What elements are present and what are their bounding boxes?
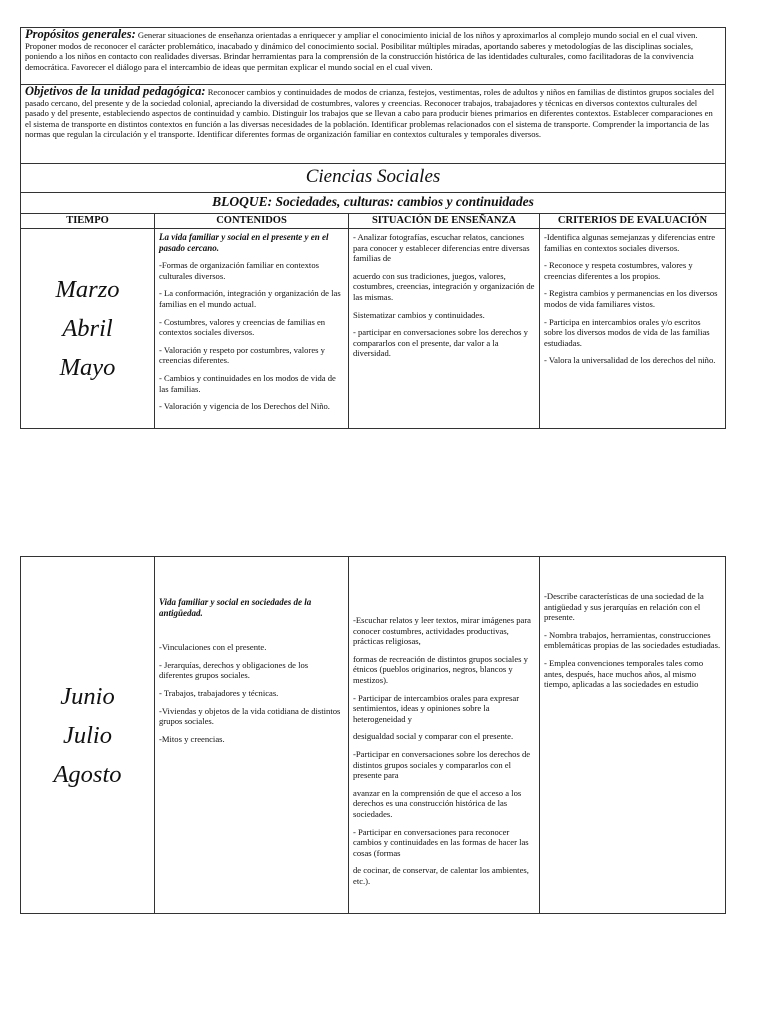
content-item: - La conformación, integración y organización de las familias en el mundo actual. — [159, 288, 341, 309]
content-item: - Costumbres, valores y creencias de familias en contextos sociales diversos. — [159, 316, 326, 338]
propositos-text: Generar situaciones de enseñanza orientadas a enriquecer y ampliar el conocimiento inicial de los niños y aproximarlos al complejo mundo social en el cual viven. Proponer modos de reconocer el carácter problemático, inacabado y dinámico del conocimiento social. Posibilitar múltiples miradas, aportando saberes y metodologías de las disciplinas sociales, poniendo a los niños en contacto con realidades diversas. Brindar herramientas para la comprensión de la construcción histórica de las identidades culturales, como facilitadoras de la convivencia democrática. Favorecer el diálogo para el intercambio de ideas que permitan explicar el mundo social en el cual viven. — [25, 30, 698, 72]
contenidos-cell — [155, 229, 349, 429]
situation-item: acuerdo con sus tradiciones, juegos, valores, costumbres, creencias, integración y organización de las mismas. — [353, 270, 535, 302]
situation-item: - participar en conversaciones sobre los derechos y compararlos con el presente, dar valor a la diversidad. — [353, 327, 528, 359]
situation-item: formas de recreación de distintos grupos sociales y étnicos (pueblos originarios, negros, blancos y mestizos). — [353, 653, 528, 685]
content-item: -Vinculaciones con el presente. — [159, 642, 267, 653]
month-label: Junio — [60, 682, 115, 710]
content-item: -Viviendas y objetos de la vida cotidiana de distintos grupos sociales. — [159, 705, 341, 727]
situation-item: Sistematizar cambios y continuidades. — [353, 309, 485, 320]
month-label: Mayo — [59, 354, 116, 381]
header-criterios: CRITERIOS DE EVALUACIÓN — [540, 214, 726, 229]
month-label: Julio — [63, 721, 112, 749]
criteria-item: - Participa en intercambios orales y/o escritos sobre los diversos modos de vida de las familias estudiadas. — [544, 316, 710, 348]
propositos-generales — [21, 28, 726, 85]
criteria-item: - Valora la universalidad de los derechos del niño. — [544, 355, 716, 366]
header-situacion: SITUACIÓN DE ENSEÑANZA — [349, 214, 540, 229]
content-item: - Cambios y continuidades en los modos de vida de las familias. — [159, 372, 336, 394]
criteria-item: - Registra cambios y permanencias en los diversos modos de vida familiares vistos. — [544, 288, 718, 309]
criteria-item: - Emplea convenciones temporales tales como antes, después, hace muchos años, al mismo tiempo, aplicadas a las sociedades en estudio — [544, 657, 704, 690]
tiempo-cell — [21, 229, 155, 429]
objetivos-text: Reconocer cambios y continuidades de modos de crianza, festejos, vestimentas, roles de adultos y niños en familias de distintos grupos sociales del pasado cercano, del presente y de la sociedad colonial, apreciando la diversidad de costumbres, valores y creencias. Reconocer trabajos, trabajadores y técnicas en diversos contextos culturales del pasado y del presente, estableciendo aspectos de continuidad y cambio. Distinguir los trabajos que se llevan a cabo para producir bienes primarios en diferentes contextos. Establecer comparaciones en el sistema de transporte en distintos contextos en función a las diversas necesidades de la población. Identificar problemas relacionados con el sistema de transporte. Comprender la importancia de las normas que regulan la circulación y el transporte. Identificar diferentes formas de organización familiar en contextos culturales y temporales diversos. — [25, 87, 715, 140]
situation-item: - Analizar fotografías, escuchar relatos, canciones para conocer y establecer diferencias entre diversas familias de — [353, 232, 530, 264]
content-item: - Trabajos, trabajadores y técnicas. — [159, 687, 279, 698]
situation-item: - Participar de intercambios orales para expresar sentimientos, ideas y opiniones sobre la heterogeneidad y — [353, 692, 520, 724]
situation-item: -Participar en conversaciones sobre los derechos de distintos grupos sociales y compararlos con el presente para — [353, 748, 531, 781]
area-title: Ciencias Sociales — [21, 164, 726, 193]
planning-table-2 — [20, 556, 726, 914]
situation-item: -Escuchar relatos y leer textos, mirar imágenes para conocer costumbres, actividades productivas, prácticas religiosas, — [353, 615, 532, 647]
situation-item: - Participar en conversaciones para reconocer cambios y continuidades en las formas de hacer las cosas (formas — [353, 826, 529, 858]
objetivos-unidad — [21, 85, 726, 164]
planning-table-1 — [20, 27, 726, 429]
criteria-item: -Describe características de una sociedad de la antigüedad y sus jerarquías en relación con el presente. — [544, 591, 704, 623]
header-contenidos: CONTENIDOS — [155, 214, 349, 229]
contenidos-cell — [155, 557, 349, 914]
criteria-item: -Identifica algunas semejanzas y diferencias entre familias en contextos sociales diversos. — [544, 232, 716, 253]
criterios-cell — [540, 229, 726, 429]
bloque-title: BLOQUE: Sociedades, culturas: cambios y continuidades — [21, 193, 726, 214]
content-item: -Formas de organización familiar en contextos culturales diversos. — [159, 260, 319, 281]
content-item: -Mitos y creencias. — [159, 733, 225, 744]
situacion-cell — [349, 229, 540, 429]
tiempo-cell — [21, 557, 155, 914]
content-item: - Valoración y vigencia de los Derechos del Niño. — [159, 401, 330, 412]
criteria-item: - Reconoce y respeta costumbres, valores y creencias diferentes a los propios. — [544, 260, 693, 281]
month-label: Agosto — [53, 760, 122, 788]
situation-item: de cocinar, de conservar, de calentar los ambientes, etc.). — [353, 865, 529, 886]
content-item: - Jerarquías, derechos y obligaciones de los diferentes grupos sociales. — [159, 659, 309, 681]
content-item: - Valoración y respeto por costumbres, valores y creencias diferentes. — [159, 344, 325, 366]
month-label: Abril — [62, 315, 113, 342]
situation-item: avanzar en la comprensión de que el acceso a los derechos es una construcción histórica de las sociedades. — [353, 787, 522, 819]
propositos-label: Propósitos generales: — [25, 27, 136, 41]
situacion-cell — [349, 557, 540, 914]
header-tiempo: TIEMPO — [21, 214, 155, 229]
content-topic: La vida familiar y social en el presente y en el pasado cercano. — [159, 232, 329, 253]
situation-item: desigualdad social y comparar con el presente. — [353, 731, 514, 742]
content-topic: Vida familiar y social en sociedades de la antigüedad. — [159, 597, 312, 618]
month-label: Marzo — [55, 276, 120, 303]
criteria-item: - Nombra trabajos, herramientas, construcciones emblemáticas propias de las sociedades estudiadas. — [544, 629, 721, 651]
objetivos-label: Objetivos de la unidad pedagógica: — [25, 84, 206, 98]
criterios-cell — [540, 557, 726, 914]
